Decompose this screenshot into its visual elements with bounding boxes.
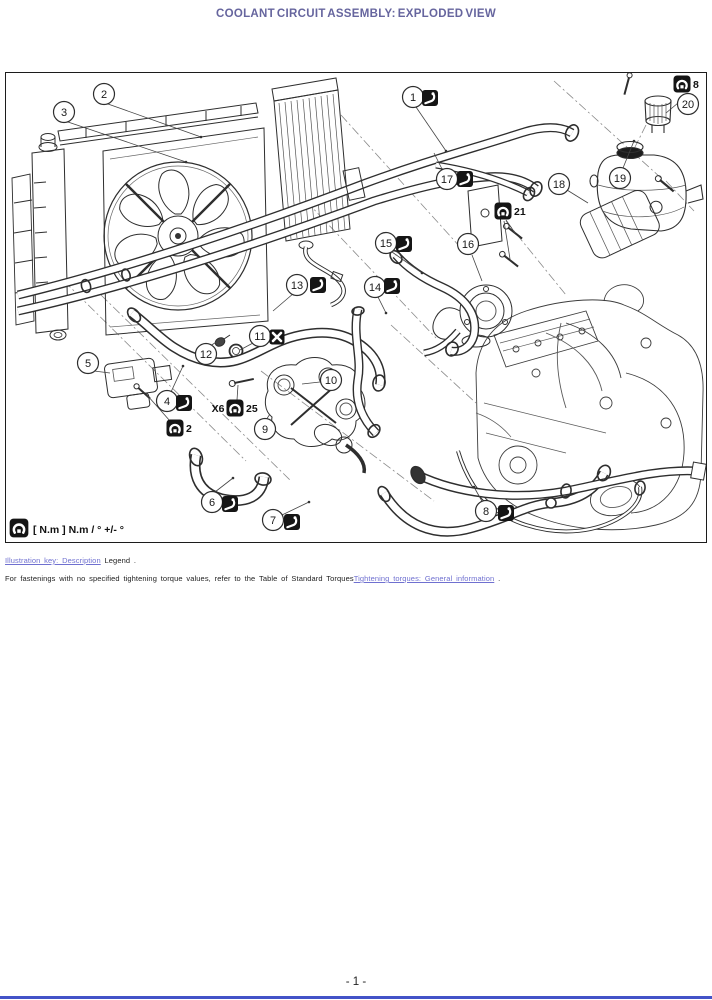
- callout-9: [255, 419, 276, 440]
- electric-water-pump: [577, 174, 676, 261]
- callout-number: 20: [681, 98, 695, 111]
- hose-clip-icon: [422, 90, 438, 106]
- hose-clip-icon: [284, 514, 300, 530]
- callout-number: 19: [613, 172, 627, 185]
- callout-14: [365, 277, 401, 298]
- callout-12: [196, 344, 217, 365]
- torque-mark-8: [674, 76, 700, 93]
- torque-legend-text: [ N.m ] N.m / ° +/- °: [33, 524, 124, 536]
- callout-number: 5: [84, 357, 92, 370]
- callout-number: 12: [199, 348, 213, 361]
- legend-word: Legend .: [100, 556, 137, 565]
- callout-13: [287, 275, 327, 296]
- callout-number: 8: [482, 505, 490, 518]
- replace-part-icon: [270, 330, 285, 345]
- callout-number: 7: [269, 514, 277, 527]
- callout-number: 6: [208, 496, 216, 509]
- hose-clip-icon: [310, 277, 326, 293]
- callout-3: [54, 102, 75, 123]
- torque-value: 21: [514, 205, 526, 218]
- hose-clip-icon: [176, 395, 192, 411]
- callout-19: [610, 168, 631, 189]
- callout-15: [376, 233, 413, 254]
- illustration-key-link[interactable]: Illustration key: Description: [5, 556, 101, 565]
- hose-clip-icon: [384, 278, 400, 294]
- hose-clip-icon: [498, 505, 514, 521]
- torque-wrench-icon: [167, 420, 184, 437]
- standard-torques-line: [5, 574, 705, 583]
- callout-number: 16: [461, 238, 475, 251]
- torque-wrench-icon: [495, 203, 512, 220]
- callout-number: 11: [254, 330, 266, 343]
- torque-value: 2: [186, 422, 192, 435]
- bleed-plug: [214, 335, 230, 348]
- torque-wrench-icon: [674, 76, 691, 93]
- page-number: - 1 -: [345, 976, 367, 988]
- callout-7: [263, 510, 301, 531]
- callout-11: [250, 326, 285, 347]
- exploded-view-diagram: [6, 73, 706, 542]
- torque-mark-21: [495, 203, 526, 220]
- hose-clip-icon: [457, 171, 473, 187]
- expansion-tank-cap: [622, 73, 671, 133]
- standard-torques-text: For fastenings with no specified tightening torque values, refer to the Table of Standard Torques: [5, 574, 354, 583]
- callout-4: [157, 391, 193, 412]
- callout-17: [437, 169, 474, 190]
- callout-number: 14: [368, 281, 382, 294]
- bottom-border: [0, 996, 712, 999]
- coolant-hoses: [125, 248, 706, 531]
- callout-2: [94, 84, 115, 105]
- footnotes: [5, 556, 705, 592]
- callout-number: 3: [60, 106, 68, 119]
- exploded-view-figure: [5, 72, 707, 543]
- callout-number: 17: [440, 173, 454, 186]
- footer-period: .: [494, 574, 501, 583]
- callout-18: [549, 174, 570, 195]
- tightening-torques-link[interactable]: Tightening torques: General information: [353, 574, 495, 583]
- torque-wrench-icon: [10, 519, 29, 538]
- callout-number: 13: [290, 279, 304, 292]
- callout-number: 4: [163, 395, 171, 408]
- callout-number: 10: [324, 374, 338, 387]
- callout-number: 9: [261, 423, 269, 436]
- torque-value: 8: [693, 78, 699, 91]
- callout-20: [678, 94, 699, 115]
- callout-number: 2: [100, 88, 108, 101]
- torque-mark-25: [212, 400, 258, 417]
- callout-number: 1: [409, 91, 417, 104]
- callout-number: 18: [552, 178, 566, 191]
- torque-wrench-icon: [227, 400, 244, 417]
- callout-10: [321, 370, 342, 391]
- torque-mark-2: [167, 420, 193, 437]
- callout-16: [458, 234, 479, 255]
- callout-6: [202, 492, 239, 513]
- torque-count-prefix: X6: [211, 402, 225, 415]
- hose-clip-icon: [222, 496, 238, 512]
- page-title: COOLANT CIRCUIT ASSEMBLY: EXPLODED VIEW: [215, 8, 496, 20]
- torque-value: 25: [246, 402, 258, 415]
- torque-legend: [10, 519, 124, 538]
- callout-number: 15: [379, 237, 393, 250]
- expansion-tank: [590, 142, 703, 232]
- callout-1: [403, 87, 439, 108]
- callout-5: [78, 353, 99, 374]
- hose-clip-icon: [396, 236, 412, 252]
- illustration-key-line: [5, 556, 705, 565]
